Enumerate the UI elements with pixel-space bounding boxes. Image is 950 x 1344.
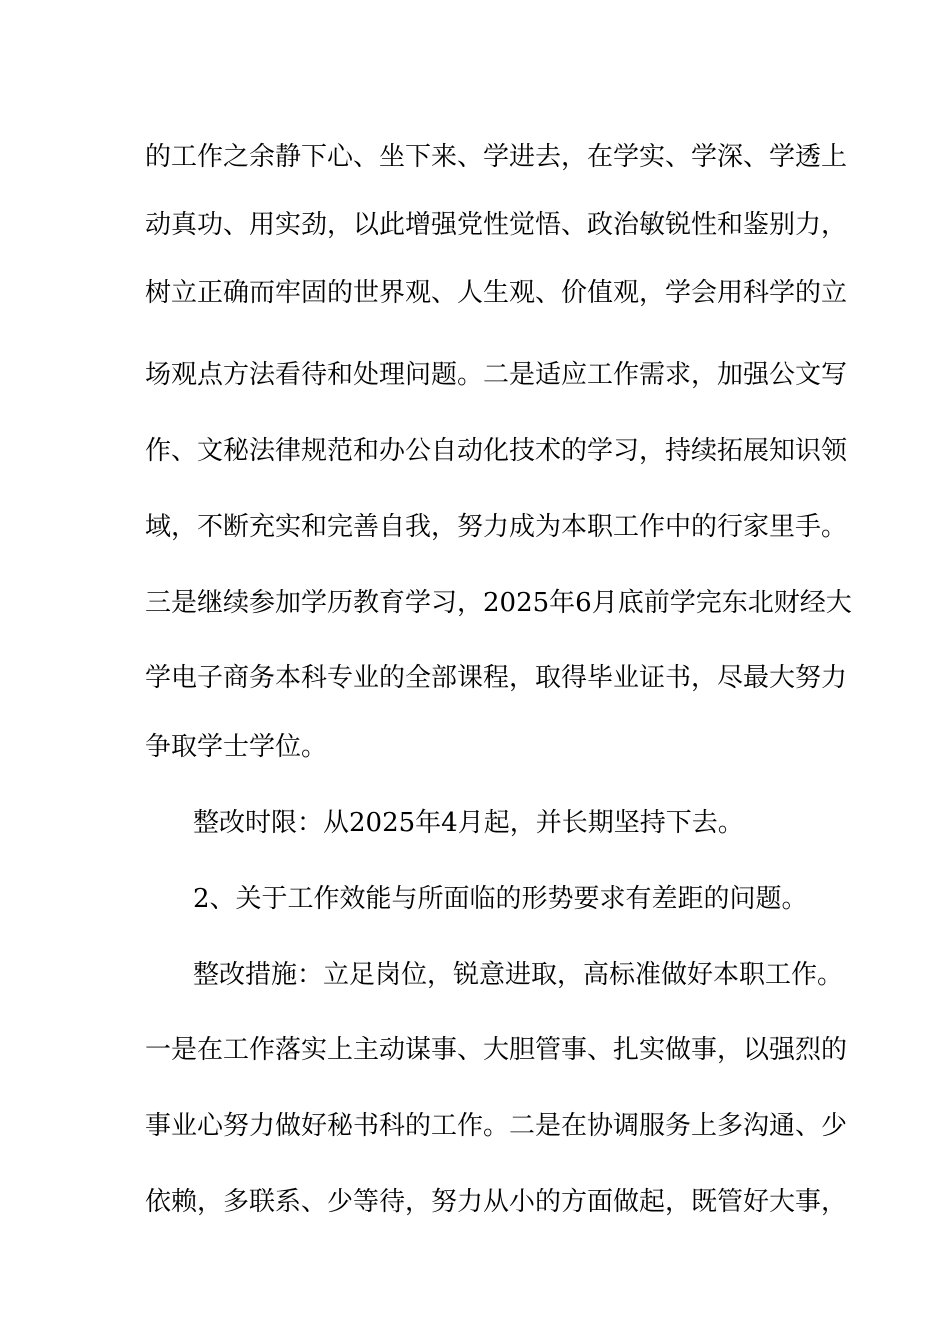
section-heading: 2、关于工作效能与所面临的形势要求有差距的问题。 <box>193 884 808 914</box>
paragraph-measures: 整改措施：立足岗位，锐意进取，高标准做好本职工作。 <box>193 960 844 990</box>
body-text-line: 树立正确而牢固的世界观、人生观、价值观，学会用科学的立 <box>145 278 848 308</box>
body-text-line: 场观点方法看待和处理问题。二是适应工作需求，加强公文写 <box>145 360 848 390</box>
body-text-line: 事业心努力做好秘书科的工作。二是在协调服务上多沟通、少 <box>145 1111 848 1141</box>
body-text-line: 作、文秘法律规范和办公自动化技术的学习，持续拓展知识领 <box>145 436 848 466</box>
body-text-line: 一是在工作落实上主动谋事、大胆管事、扎实做事，以强烈的 <box>145 1035 848 1065</box>
body-text-line: 依赖，多联系、少等待，努力从小的方面做起，既管好大事， <box>145 1187 848 1217</box>
body-text-line: 学电子商务本科专业的全部课程，取得毕业证书，尽最大努力 <box>145 663 848 693</box>
body-text-line: 动真功、用实劲，以此增强党性觉悟、政治敏锐性和鉴别力， <box>145 210 848 240</box>
body-text-line: 争取学士学位。 <box>145 732 328 762</box>
paragraph-deadline: 整改时限：从2025年4月起，并长期坚持下去。 <box>193 808 744 838</box>
body-text-line: 三是继续参加学历教育学习，2025年6月底前学完东北财经大 <box>145 588 852 618</box>
body-text-line: 域，不断充实和完善自我，努力成为本职工作中的行家里手。 <box>145 512 848 542</box>
body-text-line: 的工作之余静下心、坐下来、学进去，在学实、学深、学透上 <box>145 142 848 172</box>
